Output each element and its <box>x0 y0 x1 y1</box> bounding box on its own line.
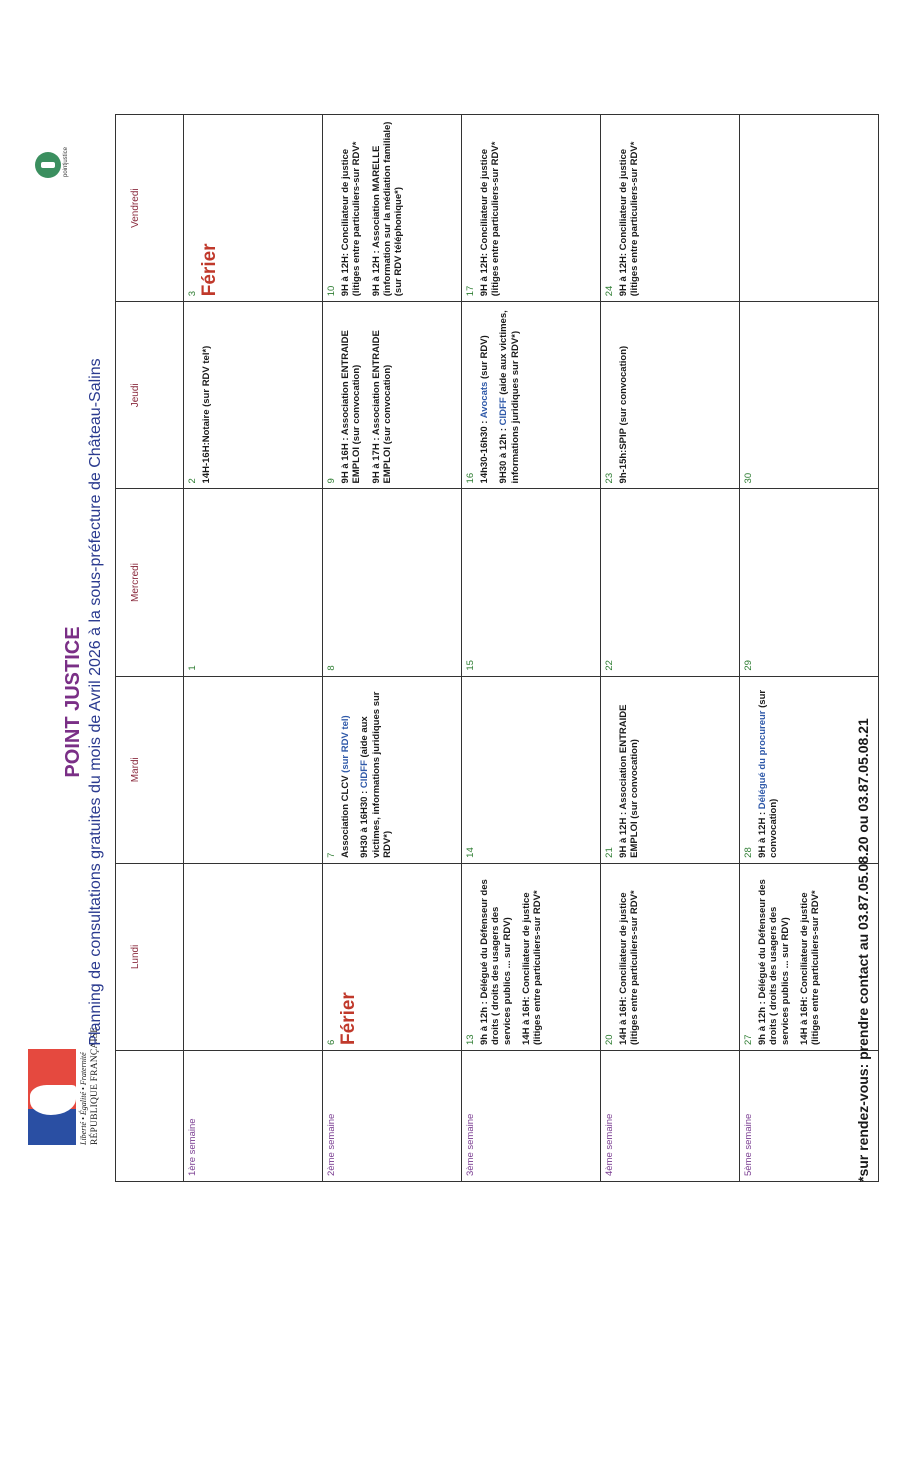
marianne-flag-icon <box>28 1049 76 1145</box>
entry-text: 9H30 à 12h : <box>498 425 510 484</box>
entry-text: (sur RDV) <box>479 335 491 382</box>
week-label: 4ème semaine <box>601 1051 740 1182</box>
day-cell <box>184 489 323 676</box>
point-justice-logo <box>35 132 105 192</box>
day-cell <box>601 302 740 489</box>
consultation-entry: 9H à 12H : Association MARELLE (information sur la médiation familiale) (sur RDV téléphonique*) <box>370 121 405 297</box>
holiday-label: Férier <box>199 243 221 297</box>
highlighted-text: Délégué du procureur <box>757 710 769 810</box>
consultation-entry: 9H à 17H : Association ENTRAIDE EMPLOI (sur convocation) <box>370 330 393 484</box>
day-number: 30 <box>743 472 754 484</box>
day-number: 27 <box>743 1034 754 1045</box>
day-number: 6 <box>326 1039 337 1045</box>
day-cell <box>601 863 740 1050</box>
entry-text: (aide aux victimes, informations juridiques sur RDV*) <box>498 310 521 484</box>
day-cell <box>323 863 462 1050</box>
consultation-entry <box>340 682 351 858</box>
day-number: 21 <box>604 847 615 858</box>
consultation-entry <box>479 307 490 483</box>
day-number: 22 <box>604 660 615 671</box>
day-number: 23 <box>604 472 615 484</box>
week-row <box>323 115 462 1182</box>
schedule-table <box>115 114 879 1182</box>
entry-text: 9H à 12H : <box>757 809 769 858</box>
day-cell <box>184 676 323 863</box>
contact-footnote: *sur rendez-vous: prendre contact au 03.87.05.08.20 ou 03.87.05.08.21 <box>855 718 871 1182</box>
day-number: 20 <box>604 1034 615 1045</box>
highlighted-text: (sur RDV tel) <box>340 715 352 773</box>
day-number: 13 <box>465 1034 476 1045</box>
day-header: Lundi <box>116 863 184 1050</box>
week-label: 3ème semaine <box>462 1051 601 1182</box>
day-number: 17 <box>465 285 476 297</box>
consultation-entry: 14H à 16H: Conciliateur de justice (litiges entre particuliers-sur RDV* <box>520 890 544 1045</box>
day-cell <box>323 489 462 676</box>
day-cell <box>601 115 740 302</box>
consultation-entry: 14H à 16H: Conciliateur de justice (litiges entre particuliers-sur RDV* <box>618 890 641 1045</box>
table-header-row <box>116 115 184 1182</box>
entry-text: 9H30 à 16H30 : <box>359 788 371 858</box>
day-cell <box>462 115 601 302</box>
republic-name: RÉPUBLIQUE FRANÇAISE <box>90 1026 100 1145</box>
day-cell <box>740 115 879 302</box>
day-cell <box>740 489 879 676</box>
day-header: Jeudi <box>116 302 184 489</box>
highlighted-text: CIDFF <box>498 397 510 426</box>
entry-text: 14h30-16h30 : <box>479 418 491 484</box>
week-row <box>601 115 740 1182</box>
day-cell <box>323 676 462 863</box>
day-number: 2 <box>187 478 198 484</box>
day-number: 1 <box>187 665 198 671</box>
day-number: 7 <box>326 852 337 858</box>
page-subtitle: Planning de consultations gratuites du mois de Avril 2026 à la sous-préfecture de Château-Salins <box>87 358 104 1046</box>
republic-motto: Liberté • Égalité • Fraternité <box>79 1052 88 1145</box>
holiday-label: Férier <box>338 992 360 1045</box>
consultation-entry: 9h-15h:SPIP (sur convocation) <box>618 345 630 484</box>
day-cell <box>462 302 601 489</box>
table-body <box>184 115 879 1182</box>
consultation-entry <box>359 682 393 858</box>
day-number: 9 <box>326 478 337 484</box>
consultation-entry: 9H à 16H : Association ENTRAIDE EMPLOI (sur convocation) <box>340 330 363 484</box>
day-cell <box>601 676 740 863</box>
point-justice-label: pointjustice <box>63 146 69 178</box>
day-cell <box>184 302 323 489</box>
day-number: 8 <box>326 665 337 671</box>
day-cell <box>601 489 740 676</box>
day-cell <box>740 302 879 489</box>
day-header: Vendredi <box>116 115 184 302</box>
consultation-entry: 9H à 12H: Conciliateur de justice (litiges entre particuliers-sur RDV* <box>479 141 502 297</box>
day-cell <box>323 302 462 489</box>
entry-text: (sur convocation) <box>757 689 780 858</box>
consultation-entry: 9H à 12H: Conciliateur de justice (litiges entre particuliers-sur RDV* <box>340 141 363 297</box>
day-number: 29 <box>743 660 754 671</box>
day-number: 10 <box>326 285 337 297</box>
week-label: 2ème semaine <box>323 1051 462 1182</box>
week-row <box>184 115 323 1182</box>
consultation-entry <box>498 307 520 483</box>
day-number: 24 <box>604 285 615 297</box>
day-number: 28 <box>743 847 754 858</box>
consultation-entry: 9H à 12H: Conciliateur de justice (litiges entre particuliers-sur RDV* <box>618 141 641 297</box>
consultation-entry: 9H à 12H : Association ENTRAIDE EMPLOI (sur convocation) <box>618 704 641 858</box>
corner-cell <box>116 1051 184 1182</box>
entry-text: (aide aux victimes, informations juridiques sur RDV*) <box>359 691 393 858</box>
entry-text: Association CLCV <box>340 772 352 858</box>
week-label: 1ère semaine <box>184 1051 323 1182</box>
week-label: 5ème semaine <box>740 1051 879 1182</box>
point-justice-icon <box>35 152 61 178</box>
day-number: 16 <box>465 472 476 484</box>
consultation-entry <box>757 682 779 858</box>
day-cell <box>323 115 462 302</box>
highlighted-text: Avocats <box>479 381 491 419</box>
day-cell <box>184 863 323 1050</box>
consultation-entry: 9h à 12h : Délégué du Défenseur des droits ( droits des usagers des services publics ... sur RDV) <box>479 879 513 1045</box>
day-cell <box>184 115 323 302</box>
day-header: Mercredi <box>116 489 184 676</box>
day-number: 14 <box>465 847 476 858</box>
day-cell <box>462 489 601 676</box>
day-cell <box>462 676 601 863</box>
day-header: Mardi <box>116 676 184 863</box>
week-row <box>462 115 601 1182</box>
day-number: 15 <box>465 660 476 671</box>
highlighted-text: CIDFF <box>359 760 371 789</box>
consultation-entry: 9h à 12h : Délégué du Défenseur des droits ( droits des usagers des services publics ... sur RDV) <box>757 879 791 1045</box>
page-title: POINT JUSTICE <box>62 626 84 778</box>
day-cell <box>462 863 601 1050</box>
republique-francaise-logo <box>28 1026 123 1145</box>
consultation-entry: 14H à 16H: Conciliateur de justice (litiges entre particuliers-sur RDV* <box>798 890 822 1045</box>
day-number: 3 <box>187 290 198 297</box>
consultation-entry: 14H-16H:Notaire (sur RDV tel*) <box>201 345 213 484</box>
